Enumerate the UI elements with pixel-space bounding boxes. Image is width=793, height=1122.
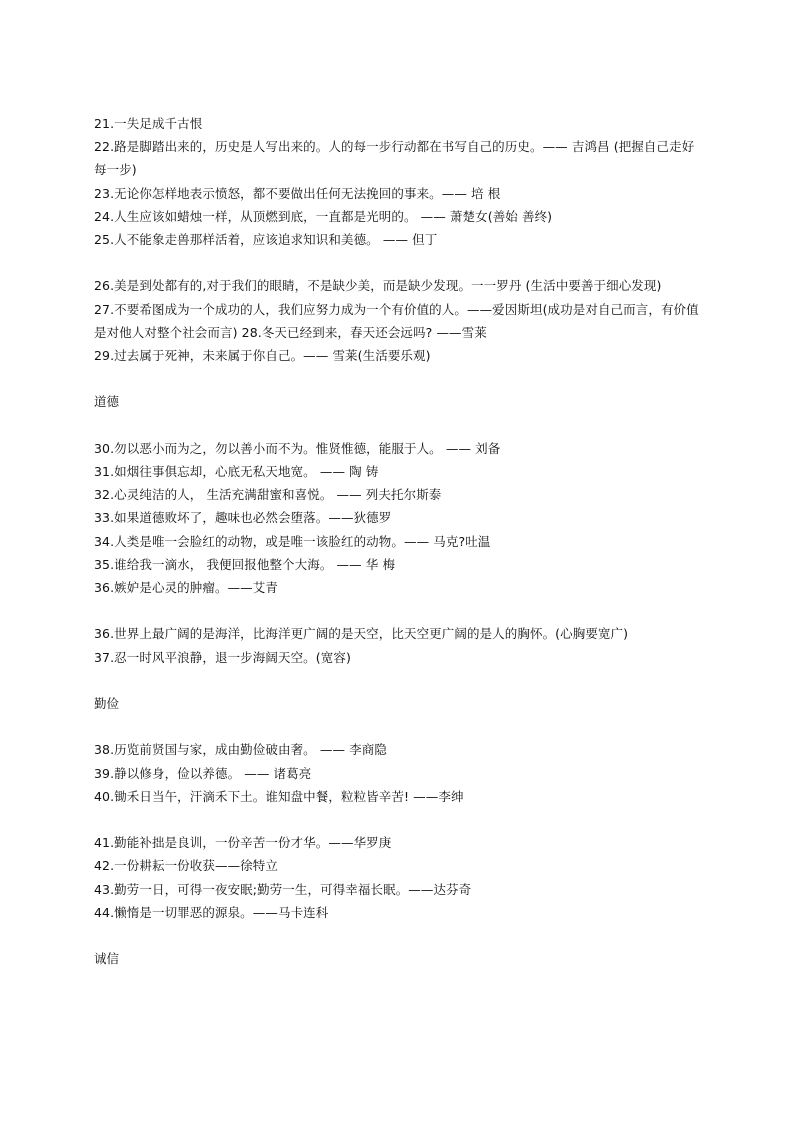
- quote-line: 30.勿以恶小而为之，勿以善小而不为。惟贤惟德，能服于人。 —— 刘备: [94, 440, 501, 456]
- quote-line: 40.锄禾日当午，汗滴禾下土。谁知盘中餐，粒粒皆辛苦! ——李绅: [94, 788, 464, 804]
- quote-line: 39.静以修身，俭以养德。 —— 诸葛亮: [94, 765, 312, 781]
- quote-line: 37.忍一时风平浪静，退一步海阔天空。(宽容): [94, 649, 351, 665]
- paragraph-gap: [94, 715, 704, 738]
- section-heading-integrity: 诚信: [94, 951, 120, 967]
- quote-line: 23.无论你怎样地表示愤怒，都不要做出任何无法挽回的事来。—— 培 根: [94, 185, 501, 201]
- quote-line: 38.历览前贤国与家，成由勤俭破由奢。 —— 李商隐: [94, 742, 387, 758]
- quote-line: 21.一失足成千古恨: [94, 116, 203, 131]
- quote-line: 42.一份耕耘一份收获——徐特立: [94, 858, 278, 874]
- quote-line: 36.世界上最广阔的是海洋，比海洋更广阔的是天空，比天空更广阔的是人的胸怀。(心胸要宽广): [94, 626, 629, 642]
- quote-line: 35.谁给我一滴水， 我便回报他整个大海。 —— 华 梅: [94, 556, 396, 572]
- paragraph-gap: [94, 599, 704, 622]
- paragraph-gap: [94, 414, 704, 437]
- quote-list: [94, 112, 704, 970]
- quote-line: 43.勤劳一日，可得一夜安眠;勤劳一生，可得幸福长眠。——达芬奇: [94, 881, 472, 897]
- quote-line: 24.人生应该如蜡烛一样，从顶燃到底，一直都是光明的。 —— 萧楚女(善始 善终): [94, 208, 553, 224]
- quote-line: 34.人类是唯一会脸红的动物，或是唯一该脸红的动物。—— 马克?吐温: [94, 533, 491, 549]
- quote-line: 41.勤能补拙是良训，一份辛苦一份才华。——华罗庚: [94, 835, 392, 851]
- paragraph-gap: [94, 669, 704, 692]
- quote-line: 25.人不能象走兽那样活着，应该追求知识和美德。 —— 但丁: [94, 232, 438, 248]
- quote-line: 36.嫉妒是心灵的肿瘤。——艾青: [94, 580, 278, 596]
- quote-line: 26.美是到处都有的,对于我们的眼睛，不是缺少美，而是缺少发现。一一罗丹 (生活中要善于细心发现): [94, 278, 662, 294]
- quote-line: 44.懒惰是一切罪恶的源泉。——马卡连科: [94, 904, 329, 920]
- quote-line: 29.过去属于死神，未来属于你自己。—— 雪莱(生活要乐观): [94, 348, 431, 364]
- quote-line: 32.心灵纯洁的人， 生活充满甜蜜和喜悦。 —— 列夫托尔斯泰: [94, 487, 442, 503]
- paragraph-gap: [94, 808, 704, 831]
- section-heading-diligence: 勤俭: [94, 696, 120, 711]
- quote-line: 22.路是脚踏出来的，历史是人写出来的。人的每一步行动都在书写自己的历史。—— 吉鸿昌 (把握自己走好每一步): [94, 139, 695, 178]
- quote-line: 31.如烟往事俱忘却，心底无私天地宽。 —— 陶 铸: [94, 464, 379, 479]
- section-heading-morality: 道德: [94, 394, 120, 410]
- quote-line: 27.不要希图成为一个成功的人，我们应努力成为一个有价值的人。——爱因斯坦(成功是对自己而言，有价值是对他人对整个社会而言) 28.冬天已经到来，春天还会远吗? ——雪莱: [94, 301, 699, 340]
- paragraph-gap: [94, 251, 704, 274]
- paragraph-gap: [94, 924, 704, 947]
- quote-line: 33.如果道德败坏了，趣味也必然会堕落。——狄德罗: [94, 510, 392, 526]
- paragraph-gap: [94, 367, 704, 390]
